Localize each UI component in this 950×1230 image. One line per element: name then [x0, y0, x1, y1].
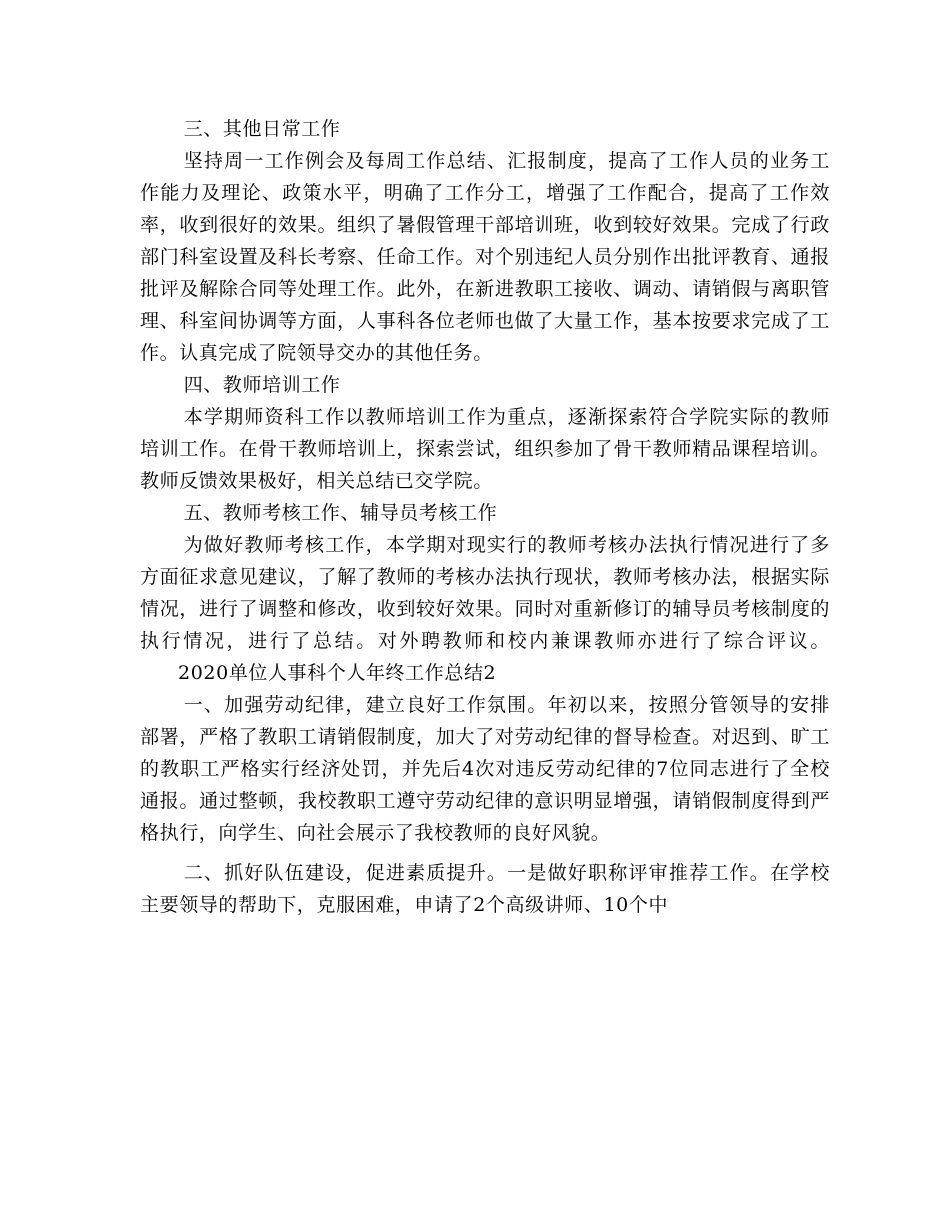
paragraph-labor-discipline: 一、加强劳动纪律，建立良好工作氛围。年初以来，按照分管领导的安排部署，严格了教职工请销假制度，加大了对劳动纪律的督导检查。对迟到、旷工的教职工严格实行经济处罚，并先后4次对违反劳动纪律的7位同志进行了全校通报。通过整顿，我校教职工遵守劳动纪律的意识明显增强，请销假制度得到严格执行，向学生、向社会展示了我校教师的良好风貌。	[140, 694, 830, 844]
paragraph-gap	[140, 849, 830, 857]
section-body-teacher-assessment	[140, 529, 830, 689]
section-body-text: 为做好教师考核工作，本学期对现实行的教师考核办法执行情况进行了多方面征求意见建议，了解了教师的考核办法执行现状，教师考核办法，根据实际情况，进行了调整和修改，收到较好效果。同时对重新修订的辅导员考核制度的执行情况，进行了总结。对外聘教师和校内兼课教师亦进行了综合评议。	[140, 534, 830, 652]
section-heading-teacher-assessment: 五、教师考核工作、辅导员考核工作	[183, 502, 498, 524]
inline-document-title: 2020单位人事科个人年终工作总结2	[178, 662, 497, 684]
section-heading-teacher-training: 四、教师培训工作	[183, 374, 341, 396]
paragraph-team-building: 二、抓好队伍建设，促进素质提升。一是做好职称评审推荐工作。在学校主要领导的帮助下，克服困难，申请了2个高级讲师、10个中	[140, 862, 830, 916]
document-body	[140, 113, 830, 921]
section-body-other-daily-work: 坚持周一工作例会及每周工作总结、汇报制度，提高了工作人员的业务工作能力及理论、政策水平，明确了工作分工，增强了工作配合，提高了工作效率，收到很好的效果。组织了暑假管理干部培训班，收到较好效果。完成了行政部门科室设置及科长考察、任命工作。对个别违纪人员分别作出批评教育、通报批评及解除合同等处理工作。此外，在新进教职工接收、调动、请销假与离职管理、科室间协调等方面，人事科各位老师也做了大量工作，基本按要求完成了工作。认真完成了院领导交办的其他任务。	[140, 150, 830, 364]
section-body-teacher-training: 本学期师资科工作以教师培训工作为重点，逐渐探索符合学院实际的教师培训工作。在骨干教师培训上，探索尝试，组织参加了骨干教师精品课程培训。教师反馈效果极好，相关总结已交学院。	[140, 406, 830, 492]
section-heading-other-daily-work: 三、其他日常工作	[183, 118, 341, 140]
